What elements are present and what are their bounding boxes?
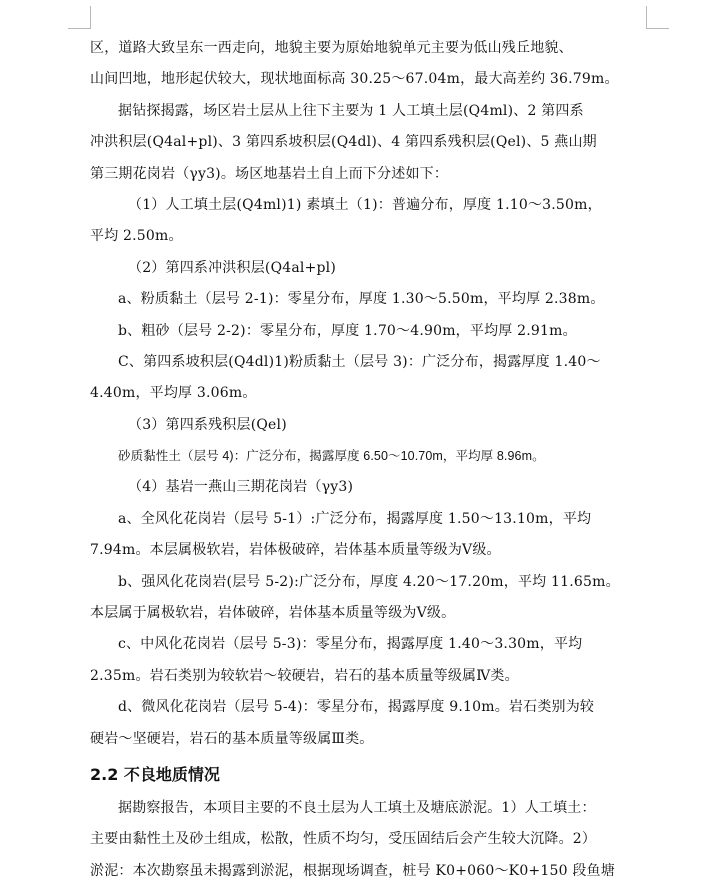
paragraph-line: d、微风化花岗岩（层号 5-4)：零星分布，揭露厚度 9.10m。岩石类别为较 [118,699,595,716]
paragraph-line: a、粉质黏土（层号 2-1)：零星分布，厚度 1.30～5.50m，平均厚 2.38m。 [118,291,605,308]
paragraph-line: （1）人工填土层(Q4ml)1) 素填土（1)：普遍分布，厚度 1.10～3.50m， [128,196,602,213]
paragraph-line: 主要由黏性土及砂土组成，松散，性质不均匀，受压固结后会产生较大沉降。2） [90,831,597,848]
section-heading: 2.2 不良地质情况 [90,764,220,784]
section-subheading: （4）基岩一燕山三期花岗岩（γy3) [128,479,354,496]
paragraph-line: 砂质黏性土（层号 4)：广泛分布，揭露厚度 6.50～10.70m，平均厚 8.96m。 [118,449,545,464]
paragraph-line: 淤泥：本次勘察虽未揭露到淤泥，根据现场调查，桩号 K0+060～K0+150 段鱼塘 [90,862,615,879]
paragraph-line: c、中风化花岗岩（层号 5-3)：零星分布，揭露厚度 1.40～3.30m，平均 [118,636,583,653]
paragraph-line: 区，道路大致呈东一西走向，地貌主要为原始地貌单元主要为低山残丘地貌、 [90,40,573,56]
paragraph-line: 7.94m。本层属极软岩，岩体极破碎，岩体基本质量等级为Ⅴ级。 [90,542,501,559]
paragraph-line: 据钻探揭露，场区岩土层从上往下主要为 1 人工填土层(Q4ml)、2 第四系 [118,102,584,119]
paragraph-line: 第三期花岗岩（γy3)。场区地基岩土自上而下分述如下： [90,165,449,182]
paragraph-line: 平均 2.50m。 [90,228,183,245]
section-subheading: （3）第四系残积层(Qel) [128,416,287,433]
paragraph-line: 2.35m。岩石类别为较软岩～较硬岩，岩石的基本质量等级属Ⅳ类。 [90,667,519,684]
paragraph-line: 硬岩～坚硬岩，岩石的基本质量等级属Ⅲ类。 [90,730,374,747]
document-body [90,33,638,887]
paragraph-line: a、全风化花岗岩（层号 5-1）:广泛分布，揭露厚度 1.50～13.10m，平均 [118,510,592,527]
paragraph-line: b、强风化花岗岩(层号 5-2):广泛分布，厚度 4.20～17.20m，平均 11.65m。 [118,573,620,590]
section-subheading: （2）第四系冲洪积层(Q4al+pl) [128,259,337,276]
page-corner-mark-right [646,6,669,29]
paragraph-line: 冲洪积层(Q4al+pl)、3 第四系坡积层(Q4dl)、4 第四系残积层(Qel)、5 燕山期 [90,134,597,151]
paragraph-line: b、粗砂（层号 2-2)：零星分布，厚度 1.70～4.90m，平均厚 2.91m。 [118,322,577,339]
paragraph-line: 山间凹地，地形起伏较大，现状地面标高 30.25～67.04m，最大高差约 36.79m。 [90,71,619,88]
paragraph-line: 据勘察报告，本项目主要的不良土层为人工填土及塘底淤泥。1）人工填土： [118,799,596,816]
paragraph-line: C、第四系坡积层(Q4dl)1)粉质黏土（层号 3)：广泛分布，揭露厚度 1.40～ [118,353,601,370]
paragraph-line: 本层属于属极软岩，岩体破碎，岩体基本质量等级为Ⅴ级。 [90,605,456,622]
paragraph-line: 4.40m，平均厚 3.06m。 [90,385,257,402]
page-corner-mark-left [68,6,91,29]
